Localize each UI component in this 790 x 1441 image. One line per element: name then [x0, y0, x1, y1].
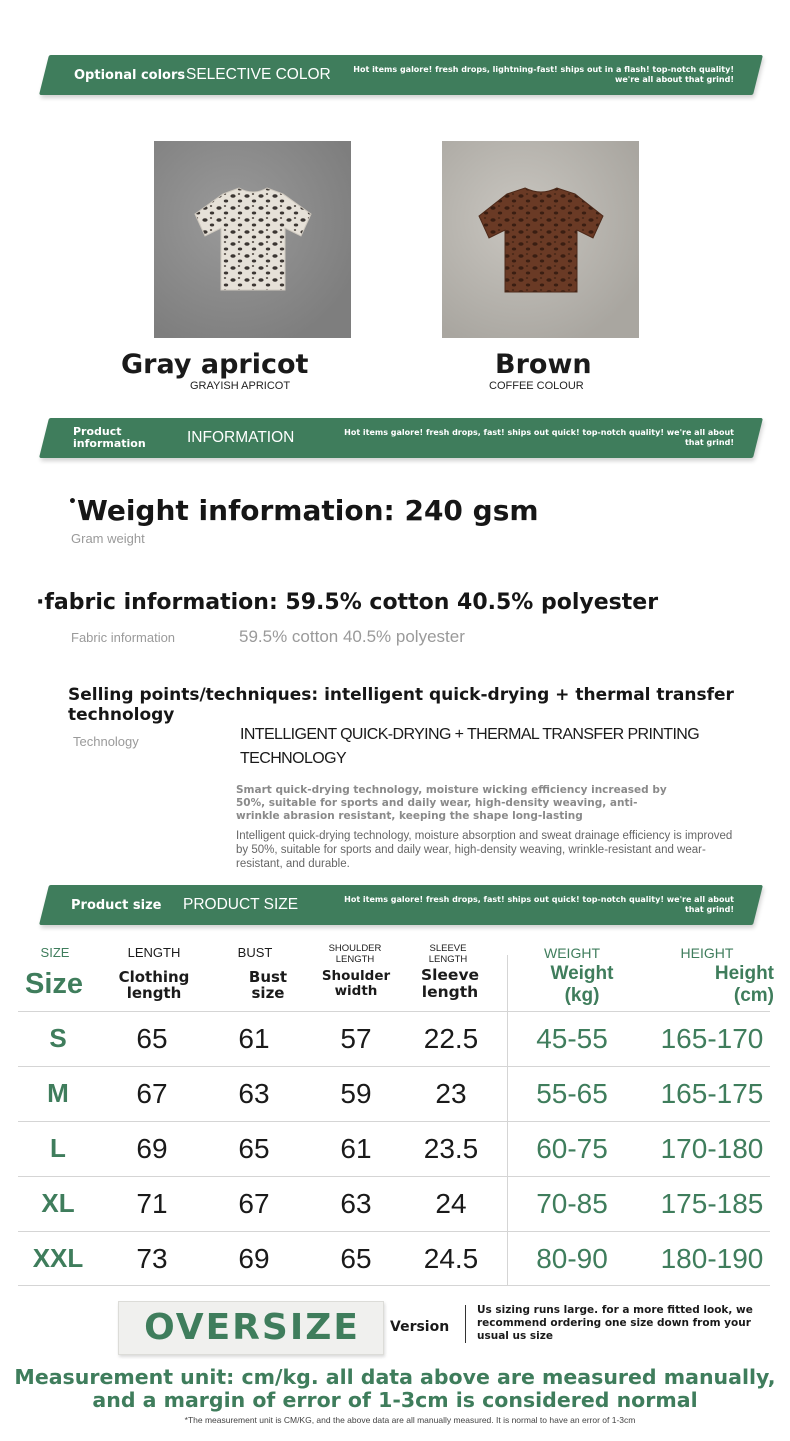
weight-sub: Gram weight: [71, 531, 145, 546]
header-height-top: HEIGHT: [680, 945, 734, 961]
table-cell-size: S: [49, 1023, 67, 1053]
measurement-note-line1: Measurement unit: cm/kg. all data above are measured manually,: [14, 1365, 776, 1389]
table-cell-bust: 69: [238, 1243, 270, 1274]
table-cell-weight: 70-85: [536, 1188, 608, 1219]
table-cell-weight: 45-55: [536, 1023, 608, 1054]
product-name-brown: Brown: [495, 349, 592, 380]
bullet-dot: •: [68, 494, 77, 510]
header-length-main: Clothing length: [118, 968, 190, 1002]
table-cell-weight: 80-90: [536, 1243, 608, 1274]
oversize-note: Us sizing runs large. for a more fitted look, we recommend ordering one size down from your usual us size: [477, 1304, 753, 1342]
product-sub-gray-apricot: GRAYISH APRICOT: [190, 380, 291, 392]
product-size-banner: [44, 885, 758, 925]
table-cell-length: 65: [136, 1023, 168, 1054]
table-cell-weight: 60-75: [536, 1133, 608, 1164]
selling-desc: Intelligent quick-drying technology, moisture absorption and sweat drainage efficiency is improved by 50%, suitable for sports and daily wear, high-density weaving, wrinkle-resistant and wear-resistant, and durable.: [236, 830, 733, 870]
selling-caps: INTELLIGENT QUICK-DRYING + THERMAL TRANSFER PRINTING TECHNOLOGY: [240, 726, 700, 767]
header-sleeve-top: SLEEVE LENGTH: [428, 943, 468, 965]
product-sub-brown: COFFEE COLOUR: [489, 380, 584, 392]
table-cell-sleeve: 24.5: [423, 1243, 479, 1274]
information-banner: [44, 418, 758, 458]
table-cell-sleeve: 23: [435, 1078, 467, 1109]
banner-note: Hot items galore! fresh drops, fast! ships out quick! top-notch quality! we're all about that grind!: [344, 428, 734, 447]
table-cell-shoulder: 59: [340, 1078, 372, 1109]
table-rule: [18, 1121, 770, 1122]
table-cell-weight: 55-65: [536, 1078, 608, 1109]
table-cell-size: M: [47, 1078, 69, 1108]
table-cell-bust: 67: [238, 1188, 270, 1219]
table-cell-shoulder: 65: [340, 1243, 372, 1274]
weight-heading-text: Weight information: 240 gsm: [76, 494, 539, 527]
fabric-heading: [36, 590, 658, 615]
table-rule: [18, 1066, 770, 1067]
fabric-heading-text: fabric information: 59.5% cotton 40.5% polyester: [44, 590, 659, 615]
fabric-sub-value: 59.5% cotton 40.5% polyester: [239, 627, 465, 646]
table-column-divider: [507, 955, 508, 1285]
oversize-divider: [465, 1305, 466, 1343]
table-rule: [18, 1011, 770, 1012]
table-cell-sleeve: 22.5: [423, 1023, 479, 1054]
table-rule: [18, 1285, 770, 1286]
banner-label: Product size: [71, 898, 162, 913]
table-cell-shoulder: 61: [340, 1133, 372, 1164]
selling-heading: Selling points/techniques: intelligent quick-drying + thermal transfer technology: [68, 685, 734, 725]
measurement-fine-print: *The measurement unit is CM/KG, and the above data are all manually measured. It is normal to have an error of 1-3cm: [184, 1415, 636, 1425]
table-cell-length: 69: [136, 1133, 168, 1164]
weight-heading: [68, 494, 539, 527]
banner-label-line1: Product: [73, 425, 122, 438]
selling-desc-bold: Smart quick-drying technology, moisture wicking efficiency increased by 50%, suitable for sports and daily wear, high-density weaving, anti-wrinkle abrasion resistant, keeping the shape long-lasting: [236, 784, 667, 822]
table-cell-height: 165-175: [660, 1078, 764, 1109]
measurement-note-line2: and a margin of error of 1-3cm is considered normal: [92, 1388, 698, 1412]
header-bust-top: BUST: [237, 945, 273, 960]
banner-title: SELECTIVE COLOR: [186, 66, 331, 83]
table-cell-length: 71: [136, 1188, 168, 1219]
table-cell-height: 175-185: [660, 1188, 764, 1219]
oversize-badge-text: OVERSIZE: [144, 1307, 360, 1348]
selective-color-banner: [44, 55, 758, 95]
table-cell-length: 73: [136, 1243, 168, 1274]
oversize-badge: [118, 1301, 384, 1355]
table-cell-height: 165-170: [660, 1023, 764, 1054]
header-weight-top: WEIGHT: [544, 945, 600, 961]
table-cell-height: 170-180: [660, 1133, 764, 1164]
header-shoulder-main: Shoulder width: [321, 968, 391, 999]
banner-title: INFORMATION: [187, 429, 295, 446]
table-cell-size: XL: [41, 1188, 75, 1218]
table-cell-shoulder: 63: [340, 1188, 372, 1219]
table-rule: [18, 1176, 770, 1177]
banner-label-line2: information: [73, 437, 146, 450]
gray-apricot-photo: [154, 141, 351, 338]
table-cell-bust: 63: [238, 1078, 270, 1109]
oversize-version: Version: [390, 1319, 450, 1335]
banner-title: PRODUCT SIZE: [183, 896, 299, 913]
banner-label: Optional colors: [74, 68, 186, 83]
table-cell-height: 180-190: [660, 1243, 764, 1274]
header-shoulder-top: SHOULDER LENGTH: [328, 943, 382, 965]
table-cell-sleeve: 23.5: [423, 1133, 479, 1164]
header-weight-main: Weight (kg): [550, 963, 614, 1006]
header-size-main: Size: [24, 968, 84, 1000]
table-rule: [18, 1231, 770, 1232]
header-sleeve-main: Sleeve length: [420, 966, 480, 1001]
table-cell-shoulder: 57: [340, 1023, 372, 1054]
table-cell-sleeve: 24: [435, 1188, 467, 1219]
leopard-tshirt-icon: [173, 180, 333, 300]
selling-sub-label: Technology: [73, 734, 139, 749]
product-name-gray-apricot: Gray apricot: [121, 349, 309, 380]
table-cell-bust: 61: [238, 1023, 270, 1054]
fabric-sub-label: Fabric information: [71, 630, 176, 645]
table-cell-bust: 65: [238, 1133, 270, 1164]
table-cell-length: 67: [136, 1078, 168, 1109]
brown-photo: [442, 141, 639, 338]
header-height-main: Height (cm): [714, 963, 774, 1006]
banner-note: Hot items galore! fresh drops, fast! ships out quick! top-notch quality! we're all about that grind!: [344, 895, 734, 914]
header-size-top: SIZE: [40, 945, 70, 960]
leopard-tshirt-icon: [461, 180, 621, 300]
banner-note: Hot items galore! fresh drops, lightning-fast! ships out in a flash! top-notch quality! we're all about that grind!: [353, 65, 734, 84]
table-cell-size: XXL: [32, 1243, 84, 1273]
header-bust-main: Bust size: [248, 968, 288, 1002]
table-cell-size: L: [50, 1133, 66, 1163]
bullet-dot: ·: [36, 590, 45, 615]
header-length-top: LENGTH: [127, 945, 181, 960]
